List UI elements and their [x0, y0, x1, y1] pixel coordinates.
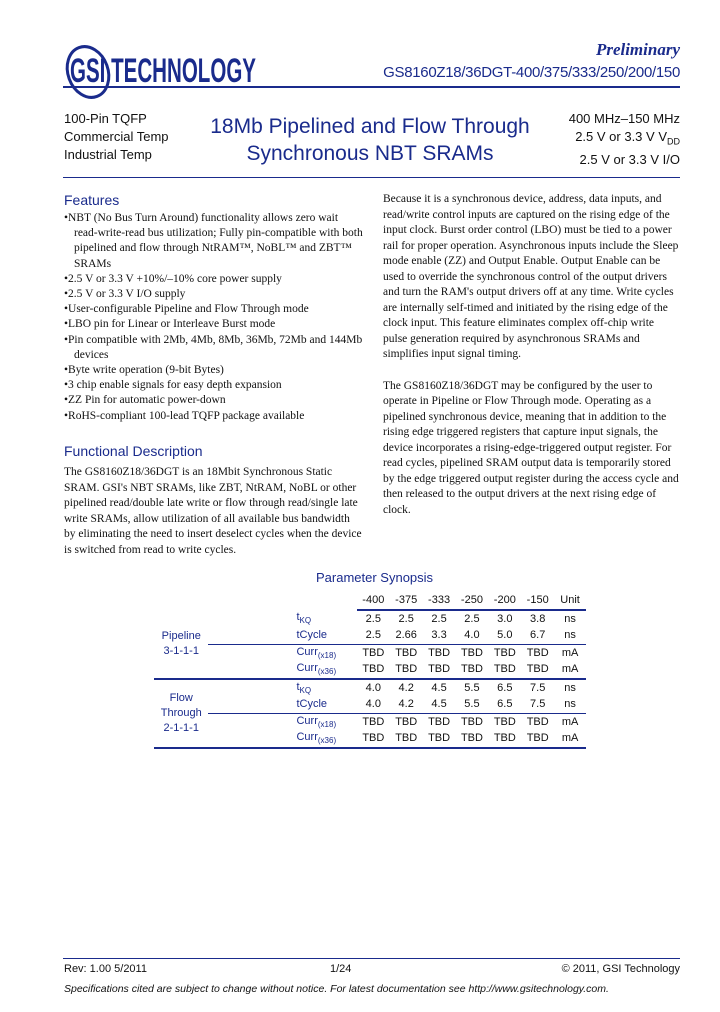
blank-cell [208, 592, 356, 610]
value-cell: mA [554, 644, 586, 661]
copyright: © 2011, GSI Technology [561, 963, 680, 975]
value-cell: ns [564, 612, 576, 625]
value-cell: 4.0 [464, 629, 480, 642]
value-cell: 4.2 [398, 681, 414, 694]
value-cell: TBD [357, 661, 390, 679]
label-text: tCycle [296, 698, 328, 711]
feature-item: • Byte write operation (9-bit Bytes) [64, 363, 364, 378]
preliminary-label: Preliminary [595, 40, 680, 59]
section-rule [63, 177, 680, 178]
group-label [154, 679, 208, 748]
blank-cell [154, 592, 208, 610]
group-label [154, 610, 208, 679]
value-cell: TBD [488, 644, 521, 661]
group-line: Flow [169, 691, 193, 704]
vdd-supply [569, 128, 680, 151]
value-cell: 5.0 [497, 629, 513, 642]
label-text: t [296, 680, 300, 693]
value-cell: 4.5 [431, 698, 447, 711]
page-number: 1/24 [330, 963, 352, 975]
column-header: -200 [488, 592, 521, 610]
value-cell: TBD [357, 644, 390, 661]
row-label [208, 627, 356, 644]
label-sub: (x36) [317, 736, 337, 746]
label-text: Curr [296, 714, 318, 727]
label-text: tCycle [296, 629, 328, 642]
disclaimer: Specifications cited are subject to change without notice. For latest documentation see http://www.gsitechnology.com. [64, 983, 609, 995]
value-cell: TBD [423, 730, 456, 748]
vdd-symbol: V [658, 129, 667, 144]
label-text: Curr [296, 731, 318, 744]
frequency-range: 400 MHz–150 MHz [568, 111, 680, 126]
value-cell: TBD [390, 661, 423, 679]
label-sub: KQ [299, 685, 312, 695]
value-cell: TBD [357, 713, 390, 730]
features-heading: Features [64, 192, 120, 208]
label-sub: (x18) [317, 650, 337, 660]
label-text: Curr [296, 645, 318, 658]
group-line: Through [160, 706, 202, 719]
table-row [154, 679, 586, 697]
functional-paragraph: The GS8160Z18/36DGT is an 18Mbit Synchronous Static SRAM. GSI's NBT SRAMs, like ZBT, NtRAM, NoBL or other pipelined read/double late write or flow through read/single late write SRAMs, allow utilization of all available bus bandwidth by eliminating the need to insert deselect cycles when the device is switched from read to write cycles. [64, 466, 362, 556]
row-label [208, 610, 356, 628]
value-cell: TBD [456, 644, 489, 661]
feature-item: • 2.5 V or 3.3 V I/O supply [64, 287, 364, 302]
column-header: -375 [390, 592, 423, 610]
table-row [154, 730, 586, 748]
value-cell: TBD [357, 730, 390, 748]
value-cell: mA [554, 730, 586, 748]
parameter-synopsis-heading: Parameter Synopsis [316, 570, 434, 585]
group-line: 2-1-1-1 [163, 721, 199, 734]
value-cell: TBD [423, 644, 456, 661]
description-paragraph: The GS8160Z18/36DGT may be configured by the user to operate in Pipeline or Flow Through mode. Operating as a pipelined synchronous device, meaning that in addition to the rising edge triggered registers that capture input signals, the device incorporates a rising-edge-triggered output register. For read cycles, pipelined SRAM output data is temporarily stored by the edge triggered output register during the access cycle and then released to the output drivers at the next rising edge of clock. [383, 379, 679, 516]
vdd-sub: DD [667, 136, 680, 147]
value-cell: 3.0 [497, 612, 513, 625]
package-line: Commercial Temp [64, 129, 169, 144]
vdd-prefix: 2.5 V or 3.3 V [575, 129, 655, 144]
part-number: GS8160Z18/36DGT-400/375/333/250/200/150 [383, 64, 680, 81]
value-cell: TBD [423, 713, 456, 730]
row-label [208, 730, 356, 748]
package-line: Industrial Temp [64, 147, 152, 162]
value-cell: ns [564, 681, 576, 694]
value-cell: 2.5 [365, 612, 381, 625]
parameter-table [154, 592, 586, 749]
footer-rule [63, 958, 680, 959]
value-cell: 7.5 [530, 681, 546, 694]
value-cell: TBD [456, 713, 489, 730]
feature-item: • User-configurable Pipeline and Flow Through mode [64, 302, 364, 317]
table-row [154, 644, 586, 661]
column-header: -400 [357, 592, 390, 610]
value-cell: TBD [390, 730, 423, 748]
row-label [208, 644, 356, 661]
value-cell: TBD [390, 644, 423, 661]
value-cell: 2.5 [431, 612, 447, 625]
title-line: 18Mb Pipelined and Flow Through [210, 115, 530, 138]
value-cell: 2.5 [464, 612, 480, 625]
row-label [208, 679, 356, 697]
value-cell: 2.5 [398, 612, 414, 625]
value-cell: TBD [488, 661, 521, 679]
row-label [208, 713, 356, 730]
feature-item: • ZZ Pin for automatic power-down [64, 393, 364, 408]
package-info [64, 110, 169, 164]
value-cell: mA [554, 661, 586, 679]
value-cell: 3.3 [431, 629, 447, 642]
vddq-supply: 2.5 V or 3.3 V I/O [579, 151, 680, 167]
value-cell: 4.2 [398, 698, 414, 711]
header-rule [63, 86, 680, 88]
value-cell: TBD [521, 661, 554, 679]
column-header: -150 [521, 592, 554, 610]
value-cell: TBD [488, 730, 521, 748]
table-row [154, 696, 586, 713]
value-cell: 4.0 [365, 698, 381, 711]
title-line: Synchronous NBT SRAMs [246, 142, 494, 165]
value-cell: 2.66 [395, 629, 417, 642]
speed-info [569, 110, 680, 169]
functional-heading: Functional Description [64, 443, 203, 459]
logo-text: GSI TECHNOLOGY [70, 52, 257, 90]
row-label [208, 661, 356, 679]
column-header: Unit [554, 592, 586, 610]
group-line: 3-1-1-1 [163, 644, 199, 657]
value-cell: 6.5 [497, 681, 513, 694]
package-line: 100-Pin TQFP [64, 111, 147, 126]
document-title [200, 113, 540, 167]
value-cell: TBD [423, 661, 456, 679]
features-list [64, 211, 364, 424]
value-cell: TBD [488, 713, 521, 730]
value-cell: TBD [456, 661, 489, 679]
value-cell: TBD [456, 730, 489, 748]
feature-item: • 3 chip enable signals for easy depth expansion [64, 378, 364, 393]
value-cell: TBD [521, 730, 554, 748]
right-column [383, 192, 679, 534]
revision: Rev: 1.00 5/2011 [64, 963, 147, 975]
row-label [208, 696, 356, 713]
value-cell: mA [554, 713, 586, 730]
gsi-technology-logo [62, 30, 262, 100]
value-cell: 2.5 [365, 629, 381, 642]
feature-item: • NBT (No Bus Turn Around) functionality allows zero wait read-write-read bus utilization; Fully pin-compatible with both pipelined and flow through NtRAM™, NoBL™ and ZBT™ SRAMs [64, 211, 364, 272]
value-cell: 5.5 [464, 681, 480, 694]
feature-item: • RoHS-compliant 100-lead TQFP package available [64, 409, 364, 424]
feature-item: • Pin compatible with 2Mb, 4Mb, 8Mb, 36Mb, 72Mb and 144Mb devices [64, 333, 364, 363]
value-cell: 6.7 [530, 629, 546, 642]
value-cell: 3.8 [530, 612, 546, 625]
table-row [154, 713, 586, 730]
value-cell: 6.5 [497, 698, 513, 711]
table-row [154, 661, 586, 679]
value-cell: TBD [390, 713, 423, 730]
value-cell: TBD [521, 644, 554, 661]
column-header: -250 [456, 592, 489, 610]
value-cell: 4.5 [431, 681, 447, 694]
description-paragraph: Because it is a synchronous device, address, data inputs, and read/write control inputs are captured on the rising edge of the input clock. Burst order control (LBO) must be tied to a power rail for proper operation. Asynchronous inputs include the Sleep mode enable (ZZ) and Output Enable. Output Enable can be used to override the synchronous control of the output drivers and turn the RAM's output drivers off at any time. Write cycles are internally self-timed and initiated by the rising edge of the clock input. This feature eliminates complex off-chip write pulse generation required by asynchronous SRAMs and simplifies input signal timing. [383, 193, 679, 360]
group-line: Pipeline [161, 629, 201, 642]
value-cell: ns [564, 629, 576, 642]
label-sub: (x18) [317, 719, 337, 729]
label-sub: (x36) [317, 667, 337, 677]
label-sub: KQ [299, 616, 312, 626]
table-row [154, 610, 586, 628]
feature-item: • LBO pin for Linear or Interleave Burst mode [64, 317, 364, 332]
value-cell: 5.5 [464, 698, 480, 711]
label-text: Curr [296, 662, 318, 675]
value-cell: TBD [521, 713, 554, 730]
value-cell: ns [564, 698, 576, 711]
label-text: t [296, 611, 300, 624]
value-cell: 4.0 [365, 681, 381, 694]
column-header: -333 [423, 592, 456, 610]
feature-item: • 2.5 V or 3.3 V +10%/–10% core power supply [64, 272, 364, 287]
table-row [154, 627, 586, 644]
value-cell: 7.5 [530, 698, 546, 711]
